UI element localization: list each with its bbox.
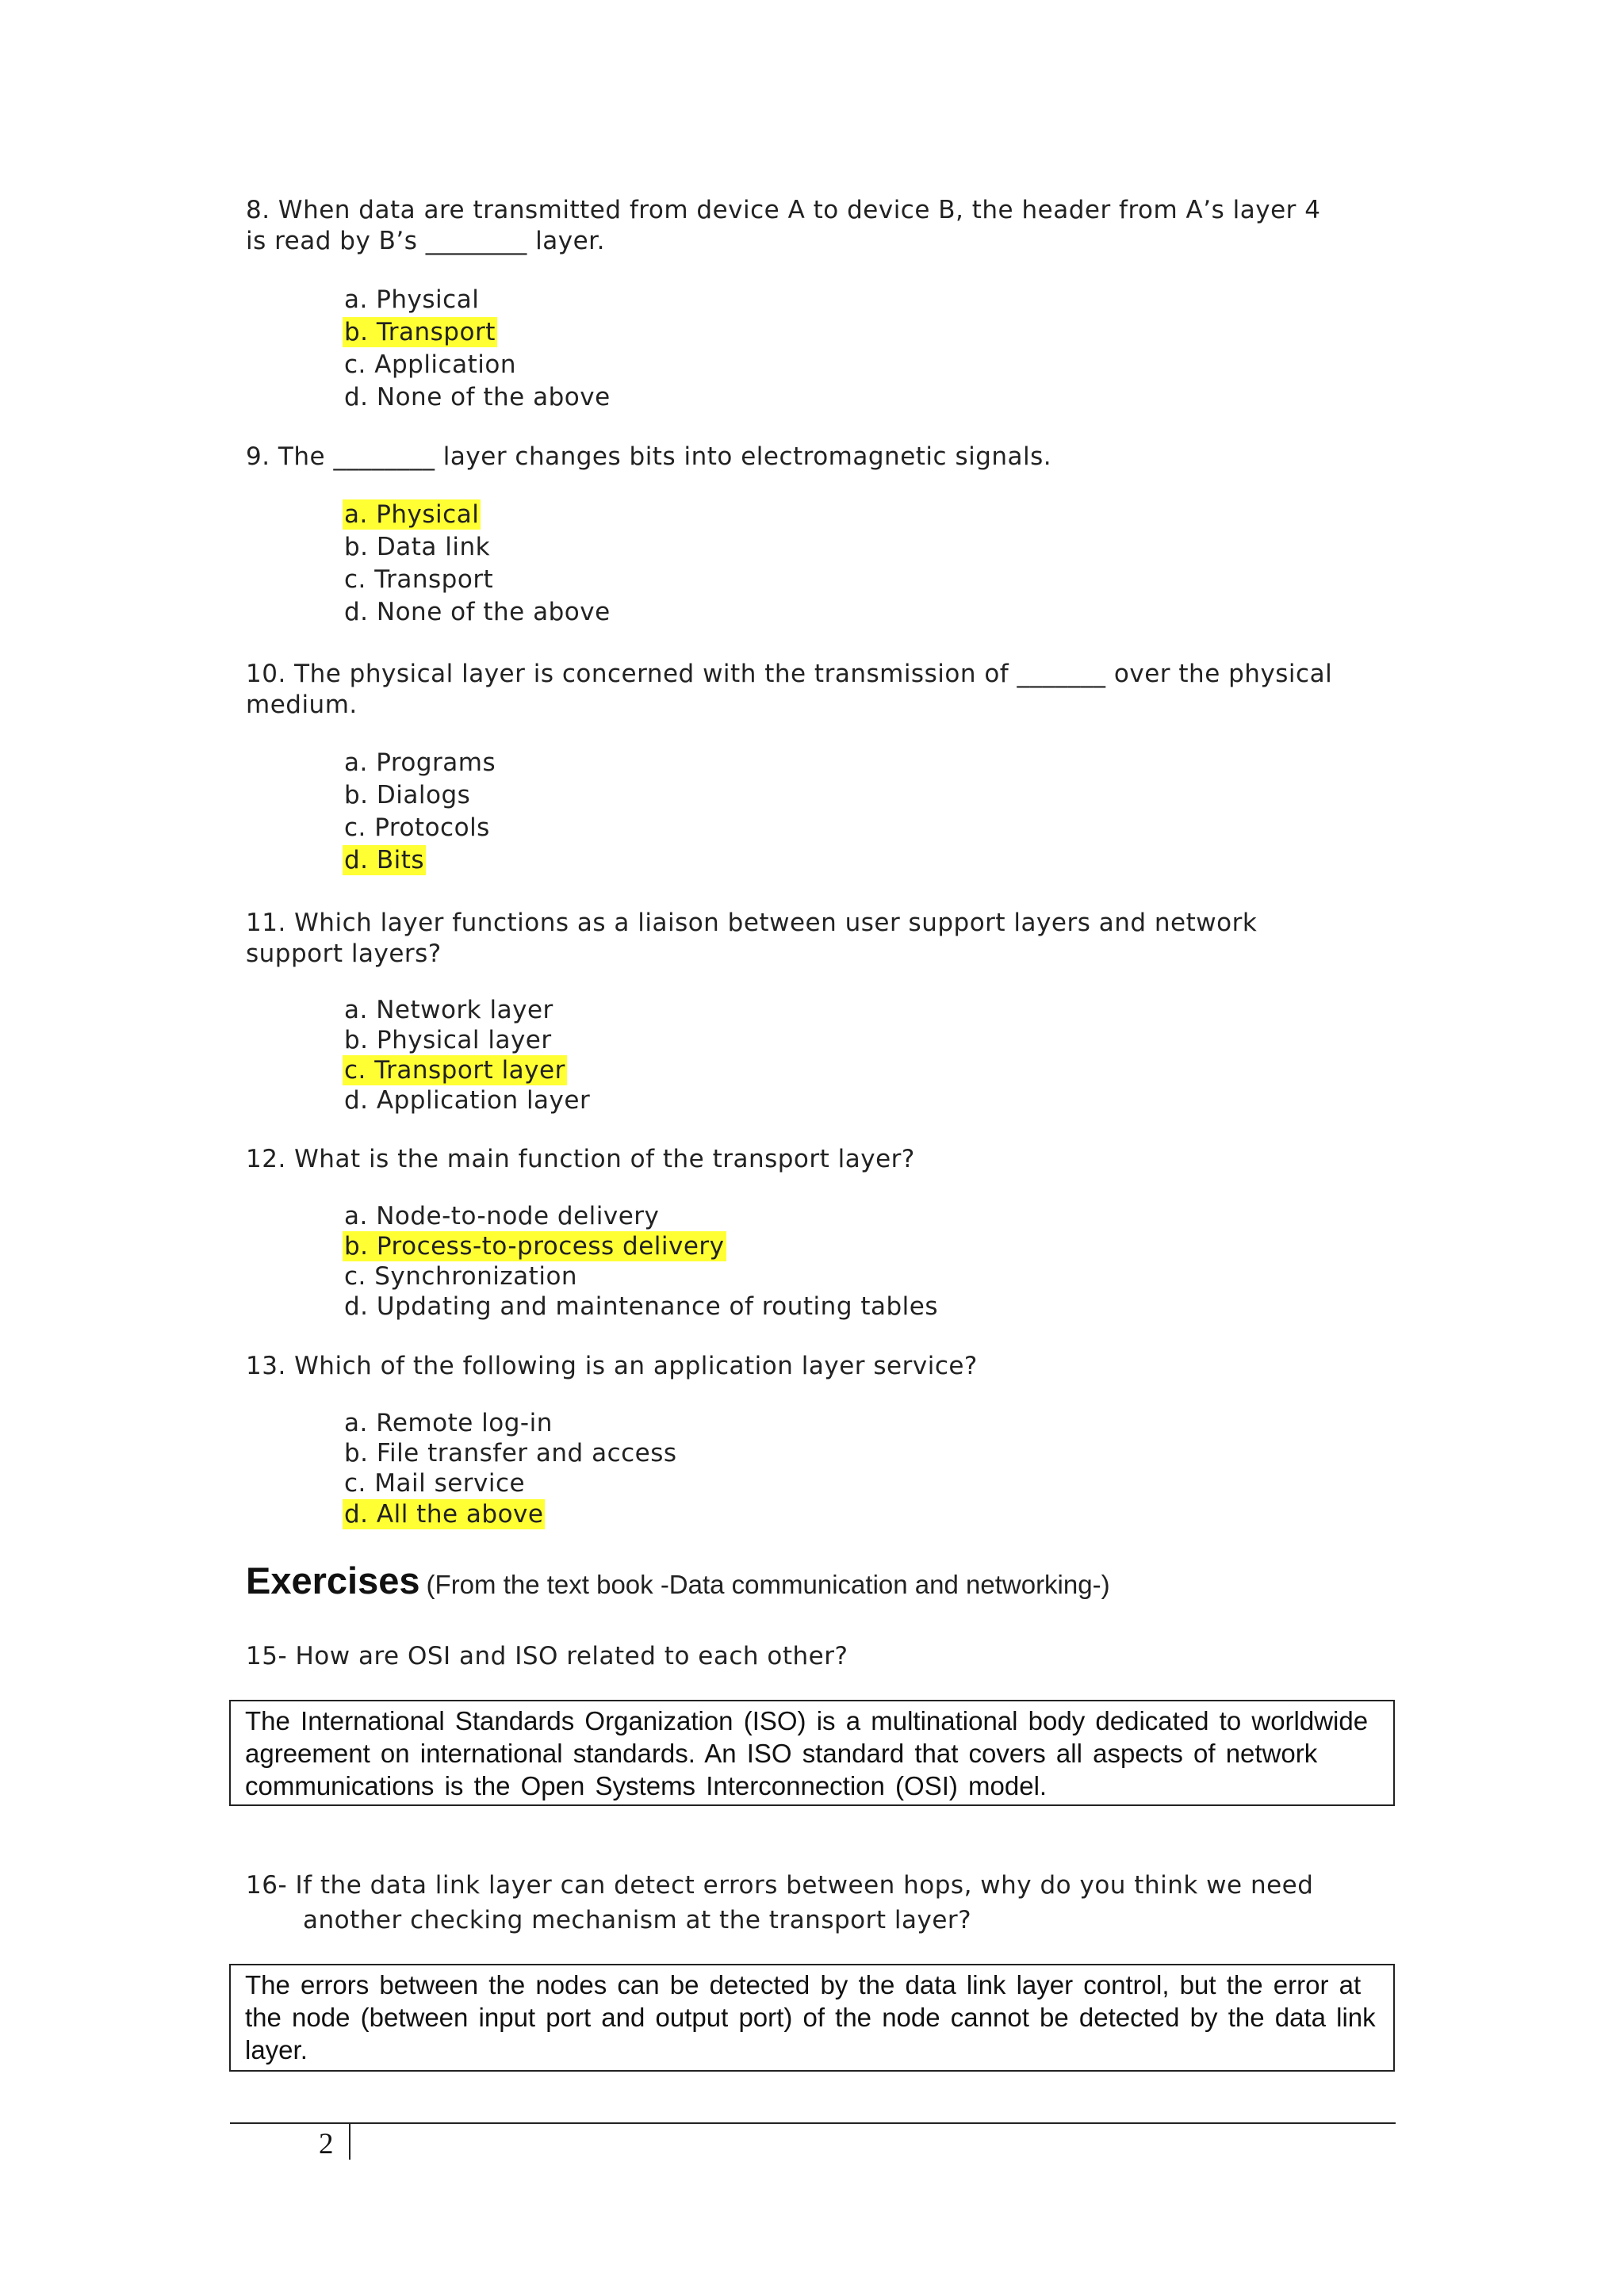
option: b. File transfer and access xyxy=(344,1439,677,1468)
question-11: 11. Which layer functions as a liaison between user support layers and network support layers? xyxy=(246,909,1258,968)
question-12: 12. What is the main function of the transport layer? xyxy=(246,1145,915,1173)
exercises-heading xyxy=(246,1559,1110,1602)
option-correct: d. Bits xyxy=(344,846,425,874)
question-13: 13. Which of the following is an application layer service? xyxy=(246,1352,978,1380)
exercises-subtitle: (From the text book -Data communication and networking-) xyxy=(426,1570,1110,1599)
option-correct: b. Process-to-process delivery xyxy=(344,1232,725,1261)
option: a. Physical xyxy=(344,285,480,314)
footer-rule xyxy=(230,2122,1396,2124)
option: d. None of the above xyxy=(344,383,611,411)
option: c. Transport xyxy=(344,565,494,594)
options-question-12 xyxy=(343,1201,940,1322)
option-correct: d. All the above xyxy=(344,1500,544,1529)
exercise-15-question: 15- How are OSI and ISO related to each other? xyxy=(246,1642,848,1670)
options-question-13 xyxy=(343,1408,679,1530)
option-correct: c. Transport layer xyxy=(344,1056,565,1085)
exercise-16-question: 16- If the data link layer can detect errors between hops, why do you think we need another checking mechanism at the transport layer? xyxy=(246,1871,1314,1934)
option: b. Dialogs xyxy=(344,781,471,809)
option: a. Programs xyxy=(344,748,496,777)
option: b. Data link xyxy=(344,533,491,561)
exercises-title: Exercises xyxy=(246,1559,420,1601)
question-9: 9. The ________ layer changes bits into electromagnetic signals. xyxy=(246,442,1052,471)
option: d. None of the above xyxy=(344,598,611,626)
option: c. Application xyxy=(344,350,516,379)
options-question-8 xyxy=(343,284,612,414)
option-correct: b. Transport xyxy=(344,318,496,346)
options-question-10 xyxy=(343,747,497,877)
option: a. Node-to-node delivery xyxy=(344,1202,660,1230)
option-correct: a. Physical xyxy=(344,500,480,529)
exercise-16-answer-box: The errors between the nodes can be detected by the data link layer control, but the error at the node (between input port and output port) of the node cannot be detected by the data link layer. xyxy=(229,1964,1395,2072)
options-question-9 xyxy=(343,499,612,629)
question-10: 10. The physical layer is concerned with the transmission of _______ over the physical medium. xyxy=(246,660,1333,719)
option: b. Physical layer xyxy=(344,1026,552,1054)
options-question-11 xyxy=(343,995,592,1115)
option: d. Application layer xyxy=(344,1086,591,1115)
option: c. Protocols xyxy=(344,813,490,842)
option: c. Mail service xyxy=(344,1469,526,1498)
question-8: 8. When data are transmitted from device A to device B, the header from A’s layer 4 is read by B’s ________ layer. xyxy=(246,196,1321,255)
page-number: 2 xyxy=(319,2128,334,2160)
exercise-15-answer-box: The International Standards Organization (ISO) is a multinational body dedicated to worldwide agreement on international standards. An ISO standard that covers all aspects of network communications is the Open Systems Interconnection (OSI) model. xyxy=(229,1700,1395,1806)
option: a. Network layer xyxy=(344,996,553,1024)
option: c. Synchronization xyxy=(344,1262,578,1291)
footer-divider xyxy=(349,2124,350,2160)
option: a. Remote log-in xyxy=(344,1409,553,1437)
option: d. Updating and maintenance of routing tables xyxy=(344,1292,939,1321)
